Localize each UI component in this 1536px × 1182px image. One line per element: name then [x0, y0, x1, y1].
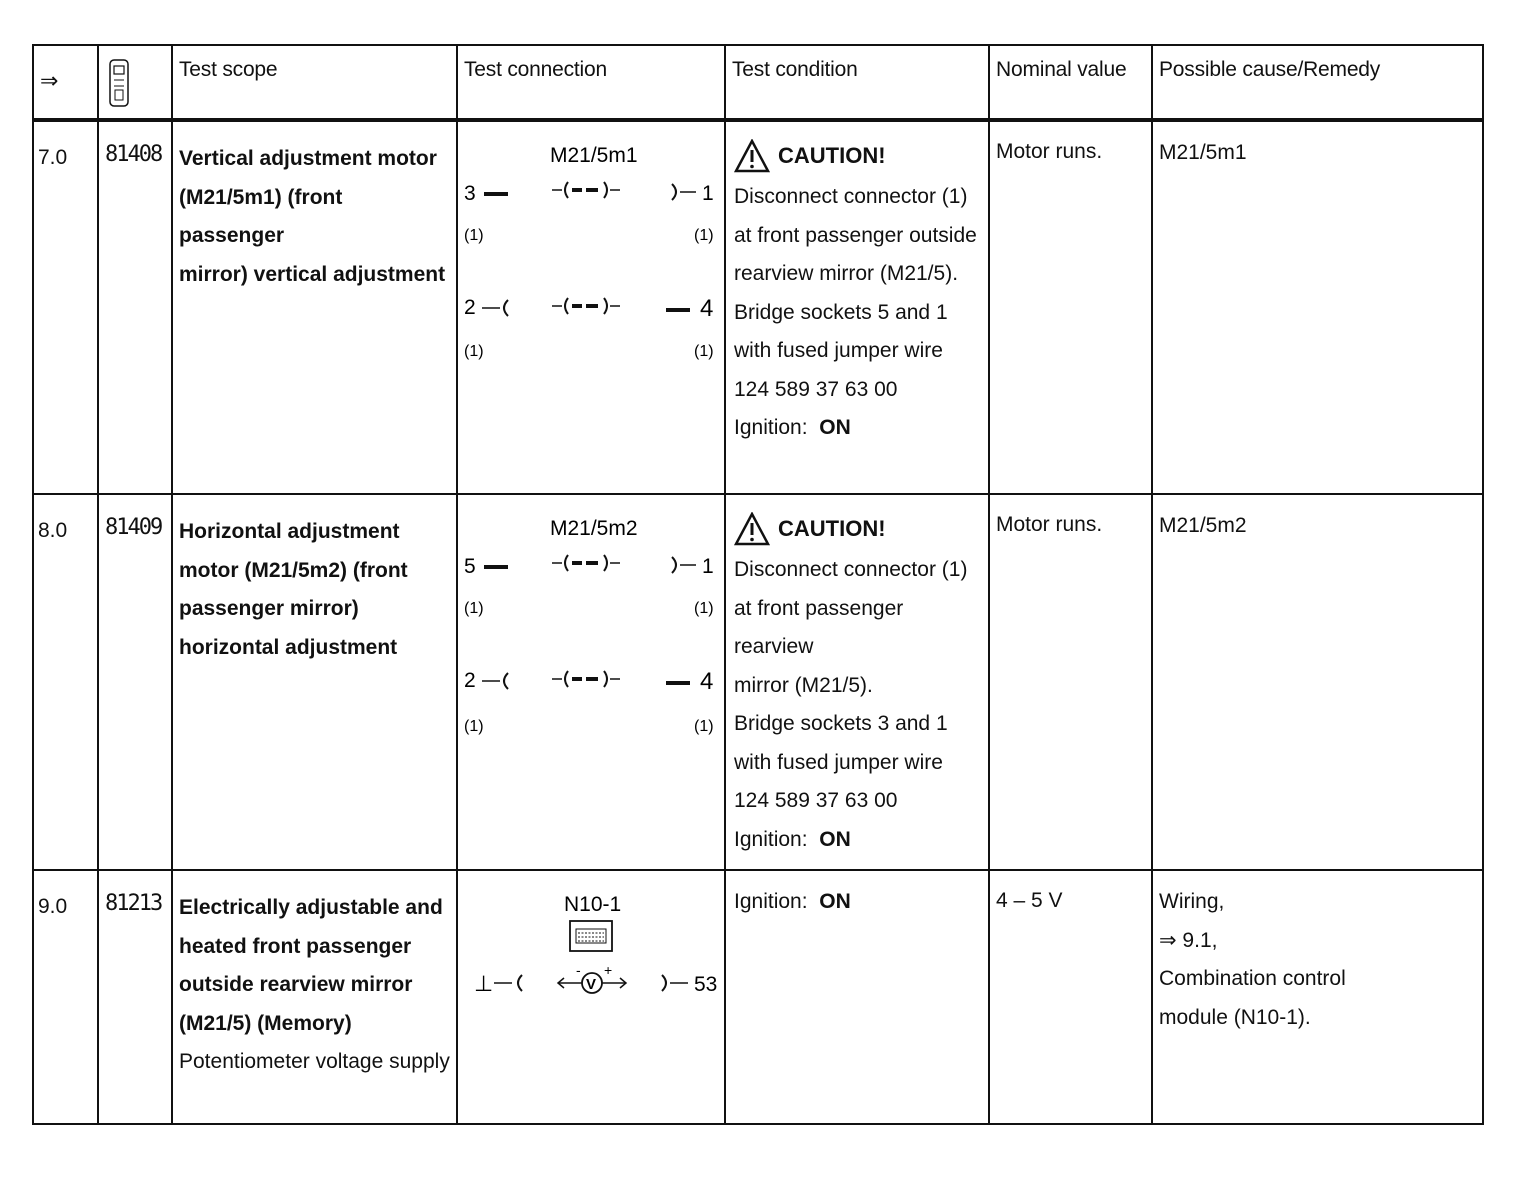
pin-label: 2	[464, 669, 476, 692]
connector-label: (1)	[694, 600, 714, 617]
connector-label: (1)	[694, 343, 714, 360]
ignition-label: Ignition:	[734, 890, 808, 913]
scope-line: passenger mirror)	[179, 597, 359, 620]
ignition-label: Ignition:	[734, 827, 808, 851]
scope-cell	[172, 870, 457, 1124]
ignition-line	[734, 821, 982, 860]
nominal-value: Motor runs.	[996, 513, 1103, 536]
bridge-symbol	[552, 298, 620, 314]
header-nominal-value: Nominal value	[989, 45, 1152, 120]
pin-label: 5	[464, 555, 476, 578]
test-table	[32, 44, 1484, 1125]
connector-label: (1)	[464, 227, 484, 244]
connection-diagram	[458, 495, 724, 871]
test-code: 81213	[105, 891, 162, 916]
connection-cell	[457, 120, 725, 494]
step-number: 7.0	[38, 146, 68, 169]
header-row	[33, 45, 1483, 120]
nominal-value: Motor runs.	[996, 140, 1103, 163]
cause-cell	[1152, 494, 1483, 870]
pin-label: 4	[700, 668, 714, 695]
condition-line: with fused jumper wire	[734, 750, 943, 774]
scope-cell	[172, 120, 457, 494]
step-cell	[33, 494, 98, 870]
header-arrow	[33, 45, 98, 120]
scope-line: Potentiometer voltage supply	[179, 1050, 450, 1073]
cause-line: M21/5m2	[1159, 514, 1247, 537]
step-cell	[33, 120, 98, 494]
scope-line: mirror) vertical adjustment	[179, 262, 446, 286]
ignition-line	[734, 409, 982, 448]
connection-cell	[457, 494, 725, 870]
test-table-sheet	[32, 44, 1482, 1125]
header-tester	[98, 45, 172, 120]
condition-cell	[725, 494, 989, 870]
connector-label: (1)	[464, 718, 484, 735]
nominal-cell	[989, 494, 1152, 870]
caution-label: CAUTION!	[778, 142, 886, 168]
bridge-symbol	[552, 182, 620, 198]
test-code: 81408	[105, 142, 162, 167]
scope-line: heated front passenger	[179, 934, 412, 958]
table-row	[33, 494, 1483, 870]
bridge-symbol	[552, 671, 620, 687]
cause-line[interactable]: ⇒ 9.1,	[1159, 928, 1218, 952]
condition-line: mirror (M21/5).	[734, 673, 873, 697]
scope-line: Electrically adjustable and	[179, 896, 443, 919]
caution-notice	[734, 134, 982, 178]
condition-line: Bridge sockets 3 and 1	[734, 712, 948, 735]
caution-label: CAUTION!	[778, 515, 886, 541]
condition-line: rearview mirror (M21/5).	[734, 262, 959, 285]
cause-cell	[1152, 120, 1483, 494]
connection-cell	[457, 870, 725, 1124]
bridge-symbol	[552, 555, 620, 571]
connector-label: (1)	[464, 343, 484, 360]
pin-label: 53	[694, 973, 718, 996]
step-number: 8.0	[38, 519, 68, 542]
pin-label: 4	[700, 295, 714, 322]
caution-notice	[734, 507, 982, 551]
condition-line: at front passenger outside	[734, 223, 977, 247]
code-cell	[98, 870, 172, 1124]
code-cell	[98, 120, 172, 494]
ignition-value: ON	[819, 890, 851, 913]
socket-symbol	[518, 975, 522, 991]
cause-line: Combination control	[1159, 967, 1346, 990]
ground-symbol: ⊥	[474, 971, 494, 996]
meter-minus: -	[576, 962, 581, 978]
component-label: N10-1	[564, 893, 622, 916]
header-test-scope: Test scope	[172, 45, 457, 120]
scope-line: motor (M21/5m2) (front	[179, 558, 408, 582]
condition-line: 124 589 37 63 00	[734, 377, 898, 401]
condition-cell	[725, 870, 989, 1124]
cause-line: M21/5m1	[1159, 141, 1247, 164]
condition-cell	[725, 120, 989, 494]
step-number: 9.0	[38, 895, 68, 918]
header-test-condition: Test condition	[725, 45, 989, 120]
nominal-value: 4 – 5 V	[996, 889, 1063, 912]
socket-symbol	[504, 673, 508, 689]
socket-symbol	[672, 184, 676, 200]
pin-label: 3	[464, 182, 476, 205]
arrow-icon: ⇒	[40, 68, 59, 93]
cause-line: Wiring,	[1159, 890, 1225, 913]
scope-line: Horizontal adjustment	[179, 520, 400, 543]
ignition-label: Ignition:	[734, 416, 808, 439]
code-cell	[98, 494, 172, 870]
scope-line: outside rearview mirror	[179, 973, 413, 996]
header-possible-cause: Possible cause/Remedy	[1152, 45, 1483, 120]
nominal-cell	[989, 870, 1152, 1124]
connection-diagram	[458, 122, 724, 496]
condition-line: at front passenger rearview	[734, 596, 904, 658]
nominal-cell	[989, 120, 1152, 494]
component-label: M21/5m1	[550, 144, 638, 167]
socket-symbol	[504, 300, 508, 316]
socket-symbol	[662, 975, 666, 991]
scope-line: (M21/5) (Memory)	[179, 1011, 352, 1035]
header-test-connection: Test connection	[457, 45, 725, 120]
connection-diagram	[458, 871, 724, 1125]
warning-icon	[734, 512, 770, 546]
condition-line: Bridge sockets 5 and 1	[734, 300, 948, 324]
pin-label: 1	[702, 182, 714, 205]
module-icon	[570, 921, 612, 951]
cause-line: module (N10-1).	[1159, 1005, 1311, 1029]
ignition-value: ON	[819, 416, 851, 439]
condition-line: with fused jumper wire	[734, 339, 943, 362]
warning-icon	[734, 139, 770, 173]
pin-label: 1	[702, 555, 714, 578]
ignition-value: ON	[819, 827, 851, 851]
table-row	[33, 120, 1483, 494]
socket-symbol	[672, 557, 676, 573]
meter-label: V	[586, 976, 597, 993]
scope-cell	[172, 494, 457, 870]
component-label: M21/5m2	[550, 517, 638, 540]
table-row	[33, 870, 1483, 1124]
test-code: 81409	[105, 515, 162, 540]
voltmeter-symbol	[558, 962, 626, 993]
pin-label: 2	[464, 296, 476, 319]
connector-label: (1)	[464, 600, 484, 617]
connector-label: (1)	[694, 718, 714, 735]
meter-plus: +	[604, 962, 613, 978]
cause-cell	[1152, 870, 1483, 1124]
tester-icon	[107, 58, 131, 108]
scope-line: (M21/5m1) (front passenger	[179, 185, 343, 247]
condition-line: Disconnect connector (1)	[734, 558, 968, 581]
step-cell	[33, 870, 98, 1124]
scope-line: Vertical adjustment motor	[179, 147, 437, 170]
scope-line: horizontal adjustment	[179, 635, 398, 659]
connector-label: (1)	[694, 227, 714, 244]
condition-line: 124 589 37 63 00	[734, 789, 898, 812]
condition-line: Disconnect connector (1)	[734, 185, 968, 208]
ignition-line	[734, 883, 982, 922]
